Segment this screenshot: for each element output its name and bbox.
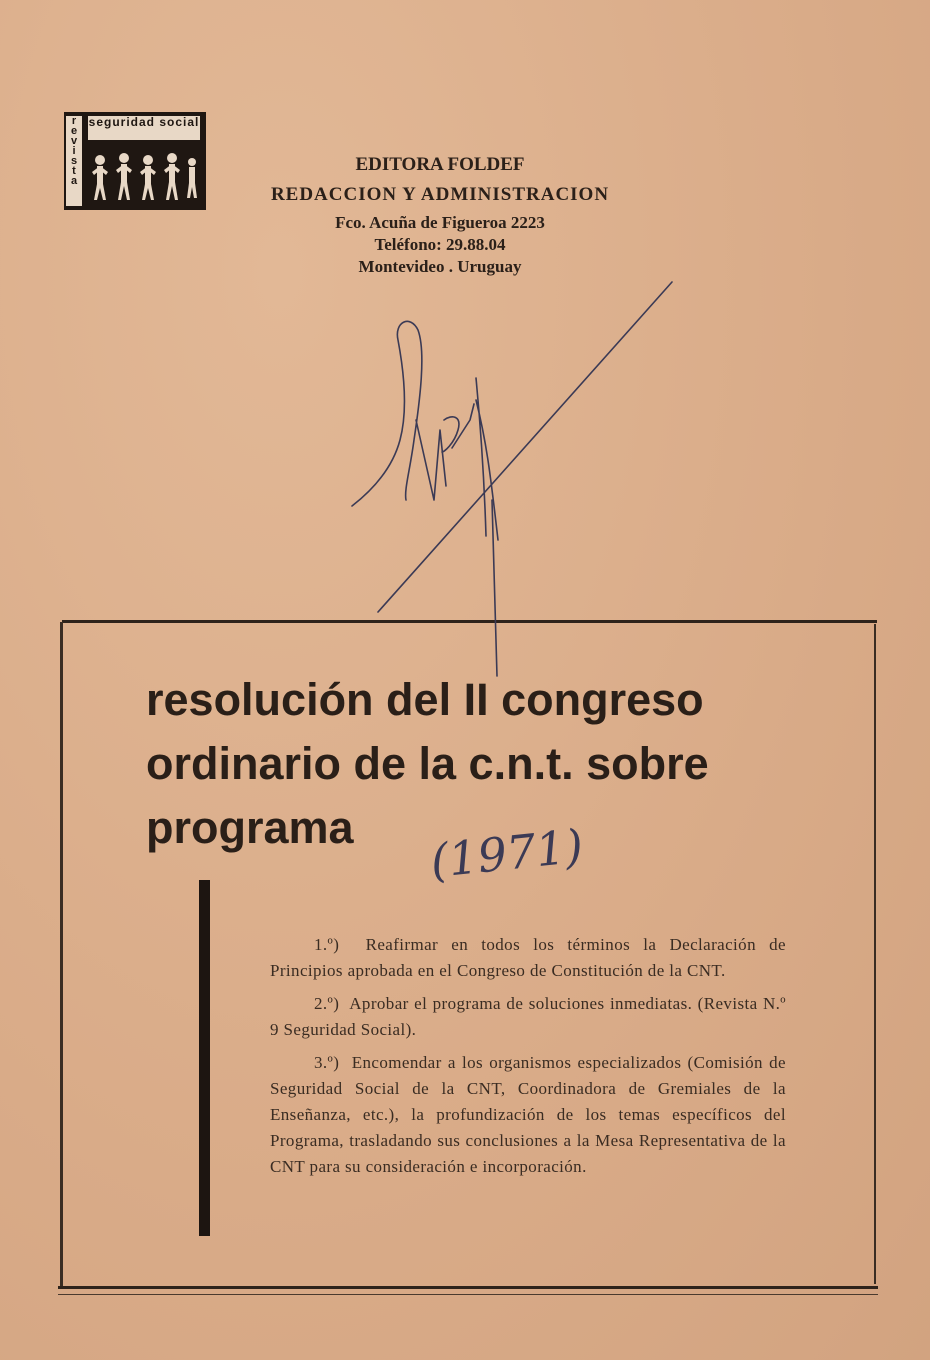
resolution-item	[270, 991, 786, 1043]
city-line: Montevideo . Uruguay	[358, 257, 522, 276]
handwritten-year: (1971)	[427, 818, 586, 889]
people-icon	[88, 144, 202, 206]
signature-mark	[352, 321, 498, 540]
pen-slash-line	[378, 282, 672, 612]
publisher-name: EDITORA FOLDEF	[355, 154, 525, 175]
resolution-number: 1.º)	[314, 935, 340, 954]
logo	[64, 112, 206, 210]
resolution-text: Reafirmar en todos los términos la Declaración de Principios aprobada en el Congreso de Constitución de la CNT.	[270, 935, 786, 980]
resolution-item	[270, 1050, 786, 1180]
frame-top-rule	[62, 620, 877, 623]
document-title	[146, 668, 826, 860]
resolution-number: 2.º)	[314, 994, 340, 1013]
publisher-header	[200, 150, 680, 277]
title-line-3: programa	[146, 802, 354, 853]
frame-bottom-rule-thin	[58, 1294, 878, 1295]
logo-vertical-label: revista	[70, 115, 78, 187]
decorative-vertical-bar	[199, 880, 210, 1236]
resolution-text: Encomendar a los organismos especializados (Comisión de Seguridad Social de la CNT, Coordinadora de Gremiales de la Enseñanza, etc.), la profundización de los temas específicos del Programa, trasladando sus conclusiones a la Mesa Representativa de la CNT para su consideración e incorporación.	[270, 1053, 786, 1176]
frame-left-rule	[60, 622, 63, 1287]
pen-vertical-line	[492, 500, 497, 676]
resolution-number: 3.º)	[314, 1053, 340, 1072]
resolution-text: Aprobar el programa de soluciones inmediatas. (Revista N.º 9 Seguridad Social).	[270, 994, 786, 1039]
title-line-1: resolución del II congreso	[146, 674, 704, 725]
logo-top-text: seguridad social	[88, 116, 200, 140]
frame-right-rule	[874, 624, 876, 1284]
department-line: REDACCION Y ADMINISTRACION	[270, 184, 610, 205]
logo-vertical-text	[66, 116, 82, 206]
resolution-item	[270, 932, 786, 984]
frame-bottom-rule	[58, 1286, 878, 1289]
address-line: Fco. Acuña de Figueroa 2223	[335, 213, 545, 232]
phone-line: Teléfono: 29.88.04	[374, 235, 506, 254]
title-line-2: ordinario de la c.n.t. sobre	[146, 738, 709, 789]
resolutions-body	[270, 932, 786, 1187]
